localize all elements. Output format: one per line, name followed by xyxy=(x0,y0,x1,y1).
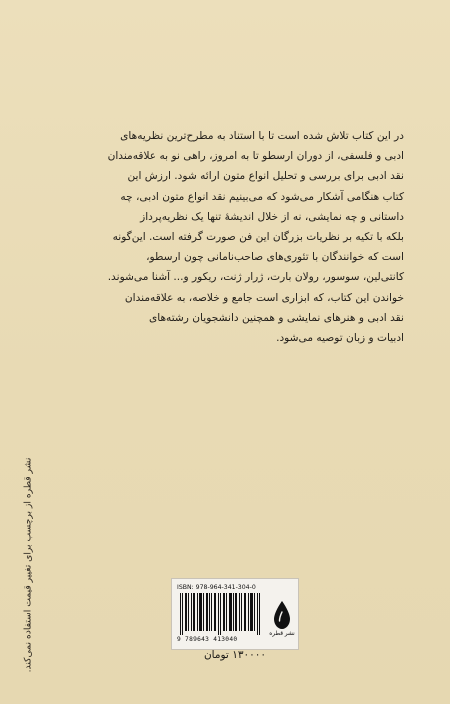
blurb-line: داستانی و چه نمایشی، نه از خلال اندیشهٔ تنها یک نظریه‌پرداز xyxy=(140,210,404,223)
isbn-barcode-label xyxy=(171,578,299,650)
blurb-line: کانتی‌لین، سوسور، رولان بارت، ژرار ژنت، ریکور و... آشنا می‌شوند. xyxy=(107,271,404,284)
blurb-line: است که خوانندگان با تئوری‌های صاحب‌نامانی چون ارسطو، xyxy=(146,251,404,264)
publisher-name: نشر قطره xyxy=(269,631,295,637)
isbn-number: ISBN: 978-964-341-304-0 xyxy=(177,584,256,591)
blurb-text xyxy=(104,126,404,348)
blurb-line: نقد ادبی برای بررسی و تحلیل انواع متون ارائه شود. ارزش این xyxy=(127,170,404,183)
blurb-line: ادبی و فلسفی، از دوران ارسطو تا به امروز، راهی نو به علاقه‌مندان xyxy=(107,150,404,163)
blurb-line: در این کتاب تلاش شده است تا با استناد به مطرح‌ترین نظریه‌های xyxy=(120,130,404,142)
price-policy-note xyxy=(20,450,36,680)
blurb-line: ادبیات و زبان توصیه می‌شود. xyxy=(276,332,404,345)
price-policy-note-text: نشر قطره از برچسب برای تغییر قیمت استفاده نمی‌کند. xyxy=(22,457,34,673)
blurb-line: نقد ادبی و هنرهای نمایشی و همچنین دانشجویان رشته‌های xyxy=(148,311,404,324)
blurb-line: خواندن این کتاب، که ابزاری است جامع و خلاصه، به علاقه‌مندان xyxy=(124,291,404,304)
blurb-line: بلکه با تکیه بر نظریات بزرگان این فن صورت گرفته است. این‌گونه xyxy=(112,231,404,244)
barcode-icon xyxy=(178,593,264,635)
barcode-digits: 9 789643 413040 xyxy=(177,636,238,643)
price-label: ۱۳۰۰۰۰ تومان xyxy=(203,649,267,661)
blurb-line: کتاب هنگامی آشکار می‌شود که می‌بینیم نقد انواع متون ادبی، چه xyxy=(120,190,404,203)
